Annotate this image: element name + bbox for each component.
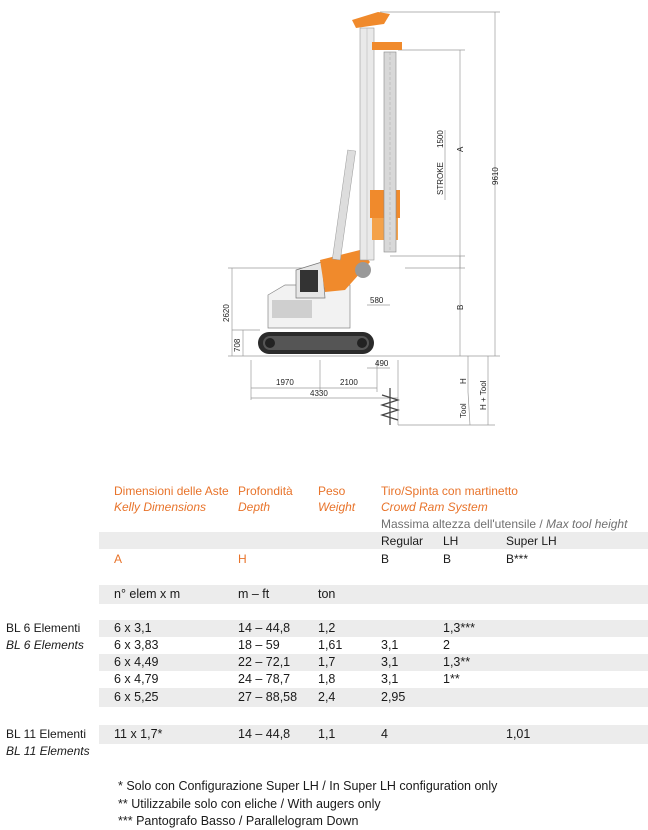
row-band (99, 585, 648, 604)
unit-weight: ton (318, 587, 336, 601)
cell-weight: 2,4 (318, 690, 336, 704)
unit-depth: m – ft (238, 587, 270, 601)
cell-weight: 1,7 (318, 655, 336, 669)
dim-h: H (459, 378, 468, 384)
cell-weight: 1,8 (318, 672, 336, 686)
header-regular: Regular (381, 534, 424, 548)
cell-kelly: 6 x 4,49 (114, 655, 159, 669)
kelly-bar (384, 52, 396, 252)
cell-depth: 22 – 72,1 (238, 655, 291, 669)
dim-h-tool: H + Tool (479, 380, 488, 410)
cell-lh: 2 (443, 638, 450, 652)
header-kelly-it: Dimensioni delle Aste (114, 484, 229, 498)
dim-580: 580 (370, 296, 384, 305)
row-band (99, 654, 648, 671)
dim-b: B (456, 304, 465, 310)
crawler-tracks (258, 332, 374, 354)
header-lh: LH (443, 534, 459, 548)
unit-kelly: n° elem x m (114, 587, 181, 601)
cell-weight: 1,2 (318, 621, 336, 635)
footnote: ** Utilizzabile solo con eliche / With augers only (118, 797, 381, 811)
group-label-bl11-it: BL 11 Elementi (6, 727, 87, 741)
cell-kelly: 11 x 1,7* (114, 727, 163, 741)
symbol-b-regular: B (381, 552, 390, 566)
row-band (99, 688, 648, 707)
header-depth-en: Depth (238, 500, 271, 514)
symbol-a: A (114, 552, 123, 566)
header-weight-it: Peso (318, 484, 346, 498)
cell-kelly: 6 x 4,79 (114, 672, 159, 686)
header-max-height (381, 517, 627, 531)
cell-lh: 1,3*** (443, 621, 475, 635)
header-crowd-en: Crowd Ram System (381, 500, 488, 514)
group-label-bl6-it: BL 6 Elementi (6, 621, 81, 635)
header-kelly-en: Kelly Dimensions (114, 500, 207, 514)
dim-4330: 4330 (310, 389, 328, 398)
cell-depth: 27 – 88,58 (238, 690, 298, 704)
cell-kelly: 6 x 5,25 (114, 690, 159, 704)
cell-weight: 1,61 (318, 638, 343, 652)
cell-kelly: 6 x 3,83 (114, 638, 159, 652)
row-band (99, 532, 648, 549)
dim-tool: Tool (459, 403, 468, 418)
group-label-bl11-en: BL 11 Elements (6, 744, 90, 758)
auger-tool (382, 388, 398, 425)
cell-lh: 1** (443, 672, 460, 686)
machine-body (268, 250, 371, 328)
dim-9610: 9610 (491, 167, 500, 185)
footnote: *** Pantografo Basso / Parallelogram Down (118, 814, 359, 828)
header-depth-it: Profondità (238, 484, 293, 498)
dim-490: 490 (375, 359, 389, 368)
dim-2100: 2100 (340, 378, 358, 387)
dim-1970: 1970 (276, 378, 294, 387)
header-max-height-en: Max tool height (546, 517, 628, 531)
header-crowd-it: Tiro/Spinta con martinetto (381, 484, 518, 498)
cell-depth: 24 – 78,7 (238, 672, 291, 686)
cell-depth: 14 – 44,8 (238, 727, 291, 741)
header-max-height-it: Massima altezza dell'utensile / (381, 517, 547, 531)
cell-regular: 4 (381, 727, 388, 741)
cell-super-lh: 1,01 (506, 727, 531, 741)
symbol-h: H (238, 552, 247, 566)
symbol-b-super-lh: B*** (506, 552, 529, 566)
dim-1500: 1500 (436, 130, 445, 148)
cell-depth: 18 – 59 (238, 638, 280, 652)
cell-regular: 3,1 (381, 638, 399, 652)
header-super-lh: Super LH (506, 534, 557, 548)
symbol-b-lh: B (443, 552, 452, 566)
group-label-bl6-en: BL 6 Elements (6, 638, 84, 652)
dim-a: A (456, 146, 465, 152)
header-weight-en: Weight (318, 500, 356, 514)
row-band (99, 620, 648, 637)
cell-lh: 1,3** (443, 655, 471, 669)
row-band (99, 725, 648, 744)
footnote: * Solo con Configurazione Super LH / In Super LH configuration only (118, 779, 498, 793)
dim-708: 708 (233, 338, 242, 352)
cell-depth: 14 – 44,8 (238, 621, 291, 635)
cell-weight: 1,1 (318, 727, 336, 741)
cell-regular: 2,95 (381, 690, 406, 704)
cell-kelly: 6 x 3,1 (114, 621, 152, 635)
dim-stroke: STROKE (436, 162, 445, 195)
dim-2620: 2620 (222, 304, 231, 322)
cell-regular: 3,1 (381, 672, 399, 686)
cell-regular: 3,1 (381, 655, 399, 669)
